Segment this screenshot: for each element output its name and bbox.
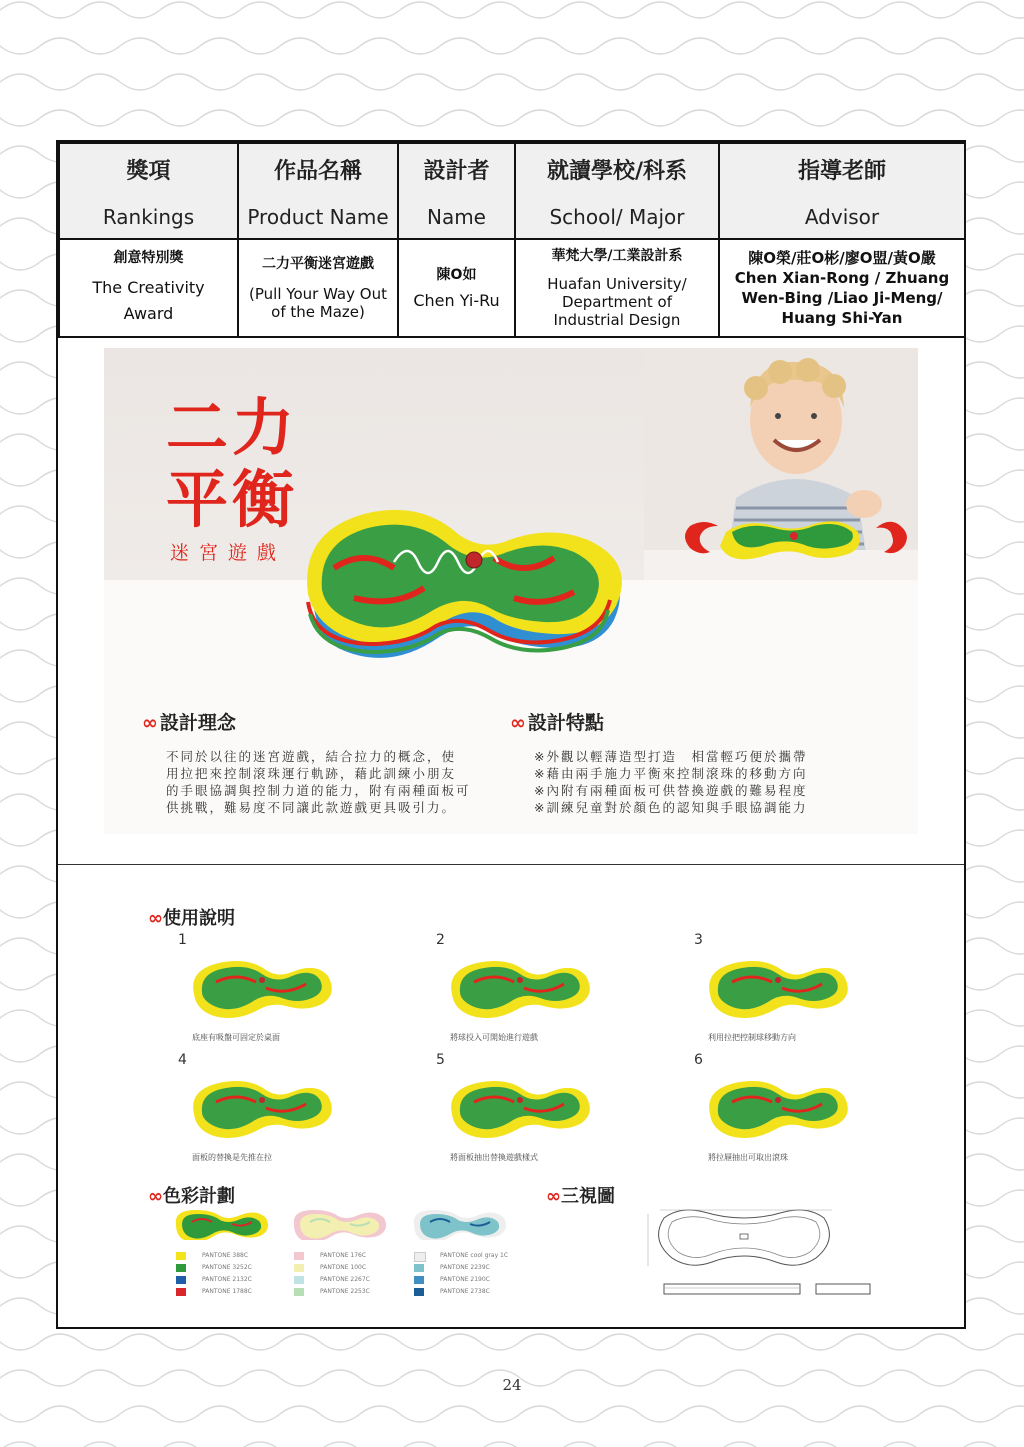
table-row: [59, 239, 965, 337]
color-swatch: [294, 1252, 304, 1260]
swatch-label: PANTONE 388C: [202, 1252, 249, 1259]
color-swatch: [414, 1276, 424, 1284]
infinity-icon: ∞: [510, 712, 526, 734]
step-illustration: [186, 1068, 336, 1148]
award-table: [58, 142, 966, 338]
child-photo: [644, 348, 918, 580]
color-swatch: [414, 1288, 424, 1296]
color-swatch: [414, 1252, 426, 1262]
swatch-label: PANTONE 2132C: [202, 1276, 252, 1283]
usage-heading: ∞使用說明: [148, 908, 235, 929]
color-swatch: [176, 1288, 186, 1296]
step-caption: 面板的替換是先推在拉: [192, 1153, 272, 1162]
three-view-heading: ∞三視圖: [546, 1186, 615, 1207]
step-illustration: [444, 948, 594, 1028]
step-caption: 利用拉把控制球移動方向: [708, 1033, 796, 1042]
color-swatch: [294, 1288, 304, 1296]
table-header-row: [59, 143, 965, 239]
swatch-label: PANTONE 1788C: [202, 1288, 252, 1295]
color-swatch: [176, 1252, 186, 1260]
header-advisor: 指導老師 Advisor: [719, 143, 965, 239]
color-swatch: [294, 1264, 304, 1272]
three-view-drawing: [644, 1204, 880, 1304]
color-swatch: [176, 1276, 186, 1284]
infinity-icon: ∞: [148, 908, 163, 929]
concept-heading: ∞ 設計理念: [142, 712, 236, 734]
header-school-major: 就讀學校/科系 School/ Major: [515, 143, 719, 239]
concept-text: 不同於以往的迷宮遊戲，結合拉力的概念，使 用拉把來控制滾珠運行軌跡，藉此訓練小朋友 的手眼協調與控制力道的能力，附有兩種面板可 供挑戰，難易度不同讓此款遊戲更具吸引力。: [166, 749, 471, 815]
infinity-icon: ∞: [148, 1186, 163, 1207]
infinity-icon: ∞: [546, 1186, 561, 1207]
color-swatch: [294, 1276, 304, 1284]
step-number: 4: [178, 1052, 187, 1068]
step-caption: 將面板抽出替換遊戲樣式: [450, 1153, 538, 1162]
hero-subtitle: 迷宮遊戲: [170, 542, 287, 564]
step-number: 3: [694, 932, 703, 948]
page-number: 24: [502, 1376, 522, 1394]
maze-toy-illustration: [294, 498, 634, 688]
swatch-label: PANTONE 2267C: [320, 1276, 370, 1283]
features-heading: ∞ 設計特點: [510, 712, 604, 734]
step-illustration: [702, 1068, 852, 1148]
cell-product: 二力平衡迷宮遊戲 (Pull Your Way Out of the Maze): [238, 239, 398, 337]
swatch-label: PANTONE cool gray 1C: [440, 1252, 509, 1259]
color-swatch: [414, 1264, 424, 1272]
cell-ranking: 創意特別獎 The Creativity Award: [59, 239, 238, 337]
color-swatch: [176, 1264, 186, 1272]
header-product-name: 作品名稱 Product Name: [238, 143, 398, 239]
palette-toy-preview: [410, 1206, 510, 1240]
swatch-label: PANTONE 176C: [320, 1252, 367, 1259]
step-caption: 底座有吸盤可固定於桌面: [192, 1033, 280, 1042]
swatch-label: PANTONE 3252C: [202, 1264, 252, 1271]
hero-title: 二力 平衡: [166, 391, 299, 536]
header-rankings: 獎項 Rankings: [59, 143, 238, 239]
step-illustration: [186, 948, 336, 1028]
features-text: ※外觀以輕薄造型打造 相當輕巧便於攜帶 ※藉由兩手施力平衡來控制滾珠的移動方向 ※內附有兩種面板可供替換遊戲的難易程度 ※訓練兒童對於顏色的認知與手眼協調能力: [534, 749, 808, 815]
color-plan-heading: ∞色彩計劃: [148, 1186, 235, 1207]
swatch-label: PANTONE 2738C: [440, 1288, 490, 1295]
award-sheet: [56, 140, 966, 1329]
swatch-label: PANTONE 2190C: [440, 1276, 490, 1283]
swatch-label: PANTONE 2253C: [320, 1288, 370, 1295]
step-number: 5: [436, 1052, 445, 1068]
step-number: 6: [694, 1052, 703, 1068]
header-name: 設計者 Name: [398, 143, 515, 239]
step-illustration: [702, 948, 852, 1028]
step-number: 1: [178, 932, 187, 948]
swatch-label: PANTONE 100C: [320, 1264, 367, 1271]
cell-school: 華梵大學/工業設計系 Huafan University/ Department of Industrial Design: [515, 239, 719, 337]
step-number: 2: [436, 932, 445, 948]
step-illustration: [444, 1068, 594, 1148]
swatch-label: PANTONE 2239C: [440, 1264, 490, 1271]
step-caption: 將球投入可開始進行遊戲: [450, 1033, 538, 1042]
palette-toy-preview: [172, 1206, 272, 1240]
poster-hero-panel: [104, 348, 918, 834]
cell-advisor: 陳O榮/莊O彬/廖O盟/黃O嚴 Chen Xian-Rong / Zhuang Wen-Bing /Liao Ji-Meng/ Huang Shi-Yan: [719, 239, 965, 337]
cell-designer: 陳O如 Chen Yi-Ru: [398, 239, 515, 337]
step-caption: 將拉屜抽出可取出滾珠: [708, 1153, 788, 1162]
infinity-icon: ∞: [142, 712, 158, 734]
palette-toy-preview: [290, 1206, 390, 1240]
section-divider: [58, 864, 964, 865]
